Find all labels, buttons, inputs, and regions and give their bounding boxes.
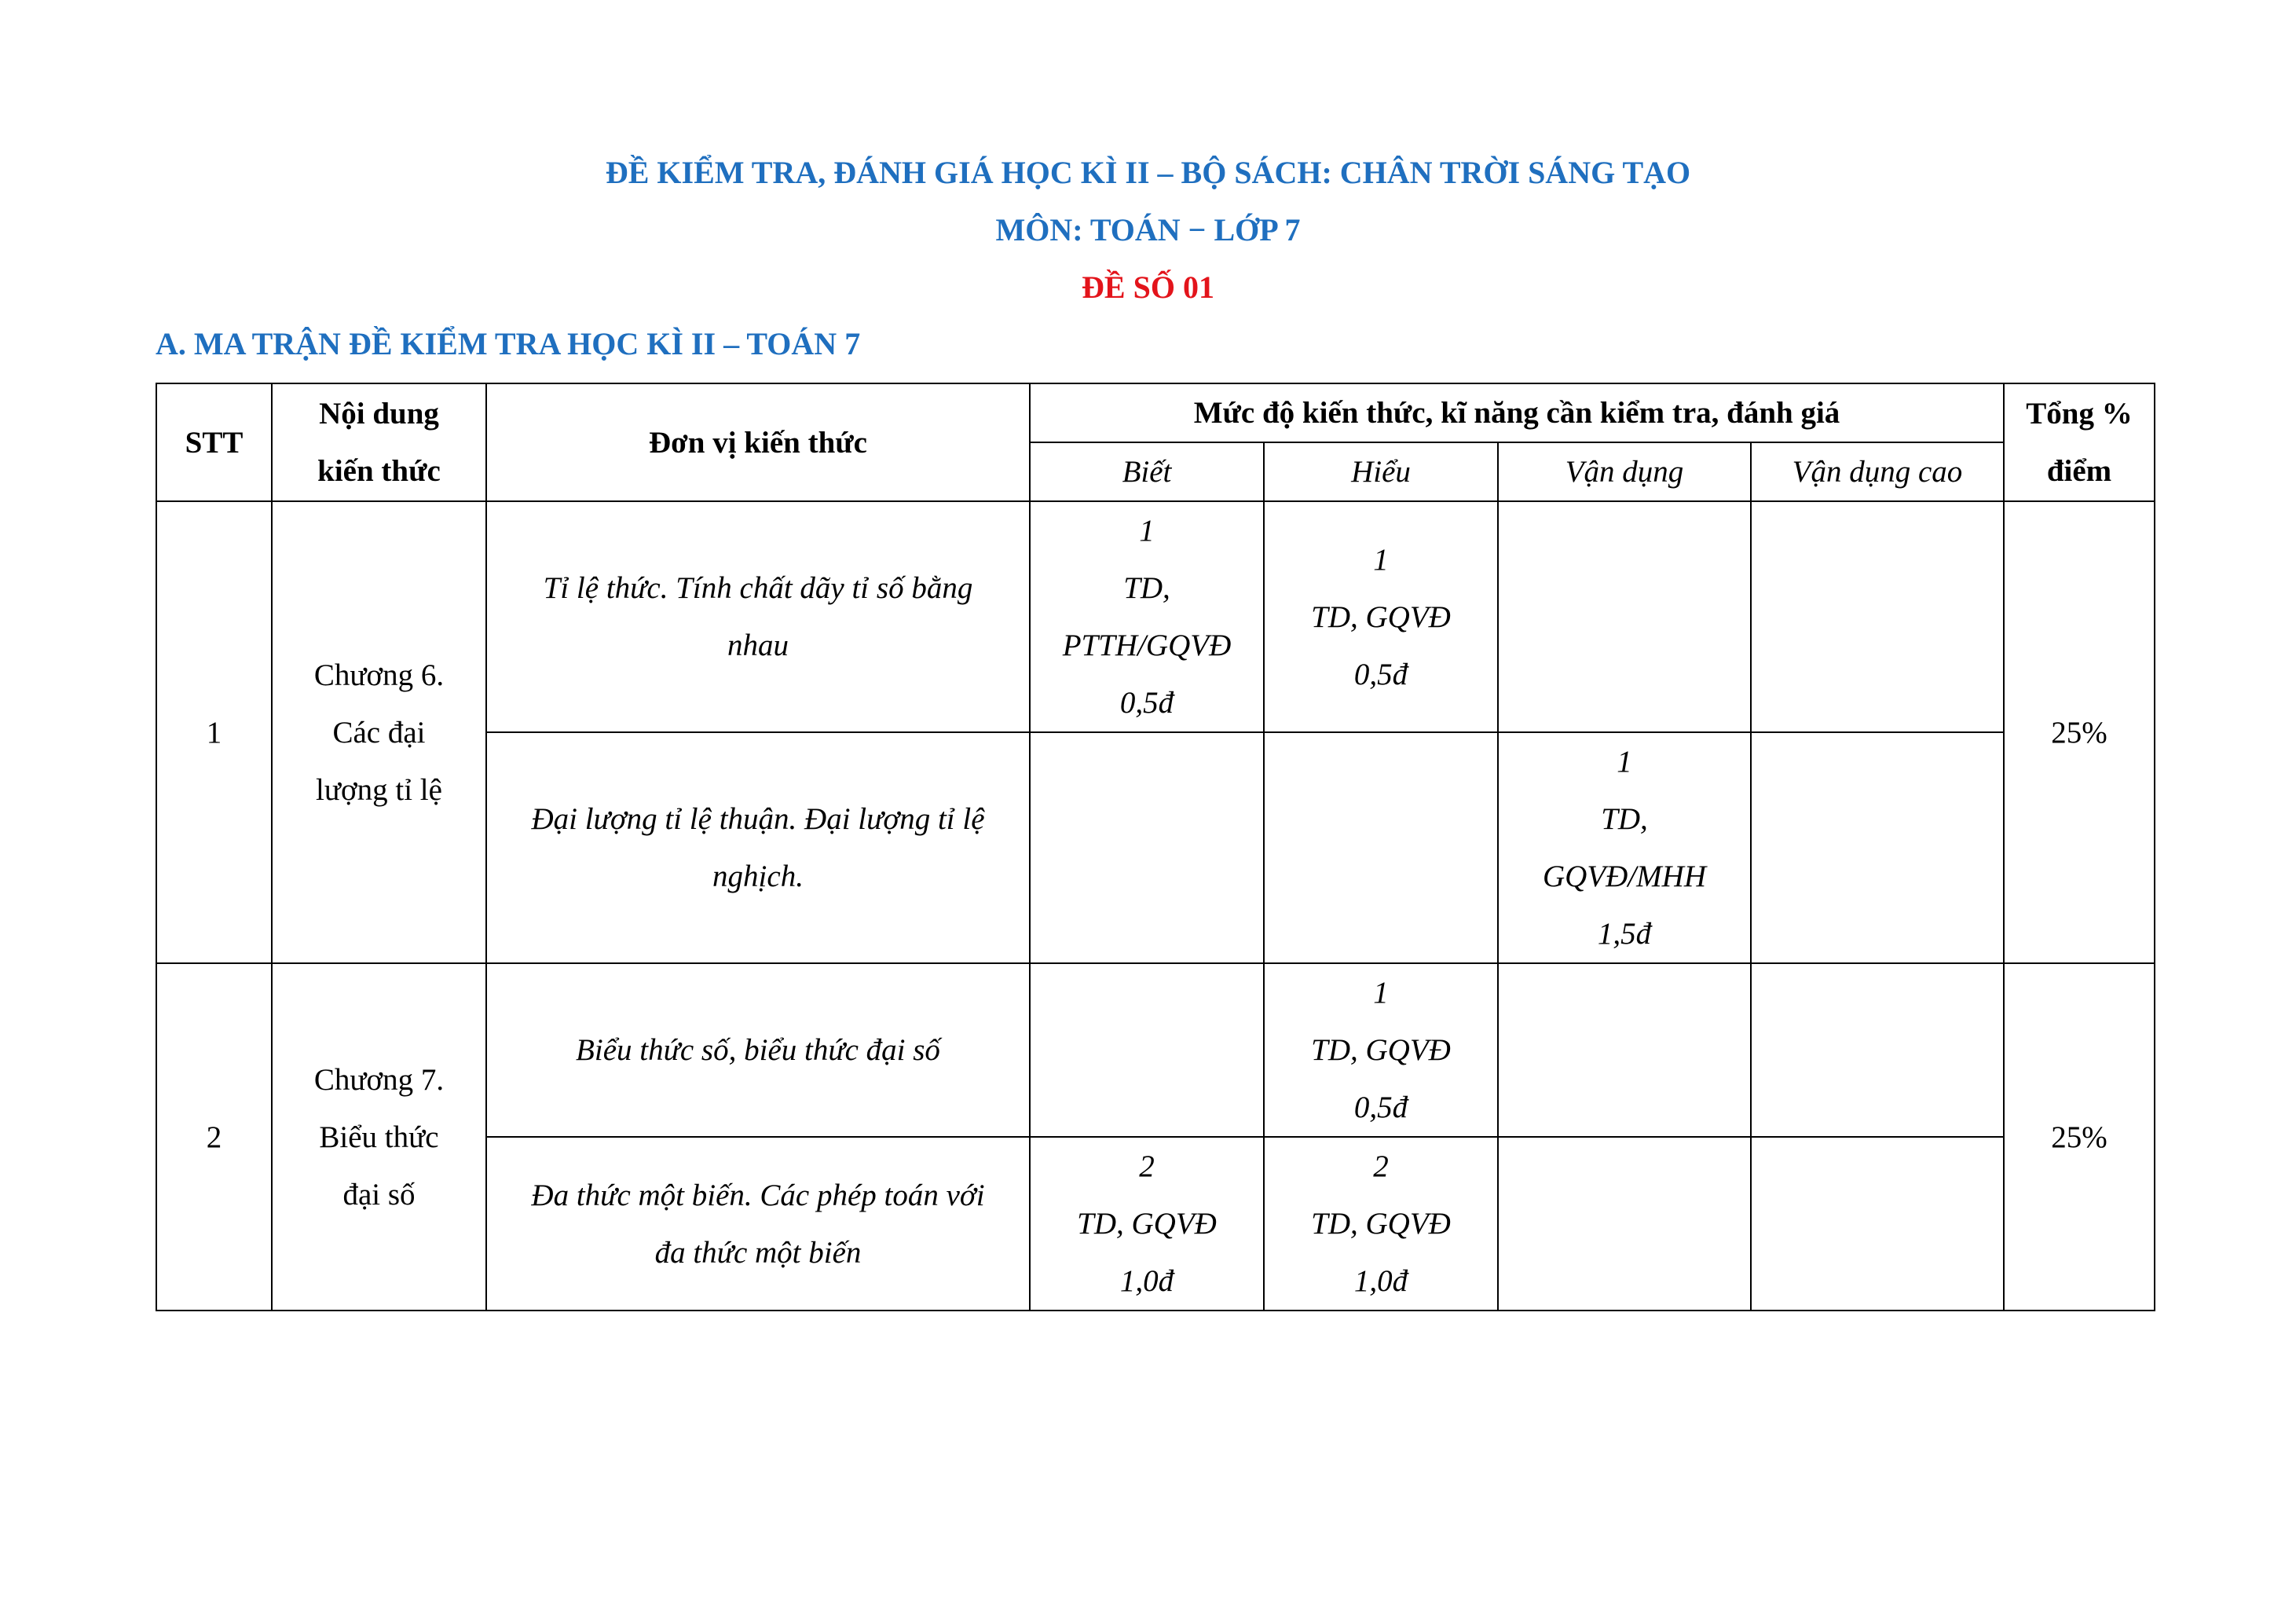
header-stt: STT (156, 383, 272, 501)
level-biet-cell-line: 1,0đ (1119, 1264, 1174, 1298)
header-levels-group: Mức độ kiến thức, kĩ năng cần kiểm tra, đánh giá (1030, 383, 2004, 442)
chapter-cell-line: đại số (342, 1177, 416, 1212)
exam-title: ĐỀ KIỂM TRA, ĐÁNH GIÁ HỌC KÌ II – BỘ SÁCH: CHÂN TRỜI SÁNG TẠO (605, 155, 1691, 190)
chapter-cell-line: Chương 7. (313, 1062, 445, 1097)
header-level-van-dung: Vận dụng (1498, 442, 1751, 501)
header-total (2004, 383, 2155, 501)
level-biet-cell-line: 0,5đ (1119, 686, 1174, 720)
level-van-dung-cao-cell (1751, 1137, 2004, 1311)
level-hieu-cell-line: 1 (1373, 976, 1389, 1010)
level-hieu-cell-line: 1 (1373, 542, 1389, 577)
table-row (156, 963, 2155, 1137)
level-hieu-cell-line: TD, GQVĐ (1311, 1033, 1451, 1067)
exam-number: ĐỀ SỐ 01 (1082, 269, 1214, 305)
level-biet-cell (1030, 963, 1264, 1137)
header-total-line: điểm (2046, 454, 2112, 488)
level-biet-cell-line: 1 (1139, 514, 1155, 548)
level-van-dung-cell-line: TD, (1601, 802, 1648, 836)
subject-title: MÔN: TOÁN − LỚP 7 (995, 212, 1301, 247)
level-hieu-cell-line: TD, GQVĐ (1311, 1207, 1451, 1241)
header-level-van-dung-cao: Vận dụng cao (1751, 442, 2004, 501)
unit-cell-line: Đa thức một biến. Các phép toán với (531, 1178, 985, 1212)
chapter-cell-line: Các đại (332, 715, 426, 750)
level-biet-cell (1030, 501, 1264, 732)
chapter-cell-line: Chương 6. (313, 658, 445, 692)
level-biet-cell (1030, 1137, 1264, 1311)
level-van-dung-cell-line: 1 (1617, 745, 1632, 779)
level-hieu-cell-line: 2 (1373, 1149, 1389, 1183)
header-content-line: Nội dung (319, 397, 439, 431)
level-van-dung-cell (1498, 732, 1751, 963)
level-biet-cell (1030, 732, 1264, 963)
level-van-dung-cao-cell (1751, 732, 2004, 963)
chapter-cell-line: lượng tỉ lệ (316, 772, 442, 807)
level-hieu-cell-line: 0,5đ (1353, 657, 1408, 691)
unit-cell (486, 501, 1030, 732)
matrix-body (156, 501, 2155, 1311)
level-hieu-cell (1264, 732, 1498, 963)
unit-cell (486, 963, 1030, 1137)
total-percent-cell: 25% (2004, 963, 2155, 1311)
level-van-dung-cao-cell (1751, 963, 2004, 1137)
level-van-dung-cell (1498, 963, 1751, 1137)
level-van-dung-cell (1498, 1137, 1751, 1311)
chapter-cell (272, 501, 486, 963)
chapter-cell-line: Biểu thức (319, 1120, 439, 1154)
unit-cell-line: nghịch. (712, 860, 804, 893)
header-unit: Đơn vị kiến thức (486, 383, 1030, 501)
level-biet-cell-line: PTTH/GQVĐ (1062, 629, 1232, 662)
level-van-dung-cao-cell (1751, 501, 2004, 732)
unit-cell-line: Biểu thức số, biểu thức đại số (576, 1033, 940, 1067)
level-van-dung-cell (1498, 501, 1751, 732)
unit-cell-line: đa thức một biến (654, 1235, 862, 1270)
header-level-biet: Biết (1030, 442, 1264, 501)
header-content-line: kiến thức (317, 454, 441, 488)
chapter-cell (272, 963, 486, 1311)
level-hieu-cell (1264, 501, 1498, 732)
exam-matrix-table (156, 383, 2155, 1311)
level-hieu-cell (1264, 963, 1498, 1137)
section-heading: A. MA TRẬN ĐỀ KIỂM TRA HỌC KÌ II – TOÁN 7 (156, 326, 861, 361)
header-level-hieu: Hiểu (1264, 442, 1498, 501)
unit-cell-line: Tỉ lệ thức. Tính chất dãy tỉ số bằng (543, 571, 973, 605)
level-van-dung-cell-line: GQVĐ/MHH (1543, 860, 1706, 893)
level-van-dung-cell-line: 1,5đ (1597, 917, 1652, 951)
level-biet-cell-line: 2 (1139, 1149, 1155, 1183)
header-total-line: Tổng % (2026, 397, 2133, 431)
unit-cell (486, 1137, 1030, 1311)
unit-cell (486, 732, 1030, 963)
stt-cell: 1 (156, 501, 272, 963)
level-biet-cell-line: TD, (1123, 571, 1170, 605)
level-biet-cell-line: TD, GQVĐ (1077, 1207, 1217, 1241)
unit-cell-line: Đại lượng tỉ lệ thuận. Đại lượng tỉ lệ (531, 802, 985, 836)
stt-cell: 2 (156, 963, 272, 1311)
table-row (156, 501, 2155, 732)
level-hieu-cell-line: 1,0đ (1353, 1264, 1408, 1298)
level-hieu-cell (1264, 1137, 1498, 1311)
unit-cell-line: nhau (727, 629, 789, 662)
level-hieu-cell-line: 0,5đ (1353, 1091, 1408, 1124)
total-percent-cell: 25% (2004, 501, 2155, 963)
level-hieu-cell-line: TD, GQVĐ (1311, 599, 1451, 634)
header-content (272, 383, 486, 501)
